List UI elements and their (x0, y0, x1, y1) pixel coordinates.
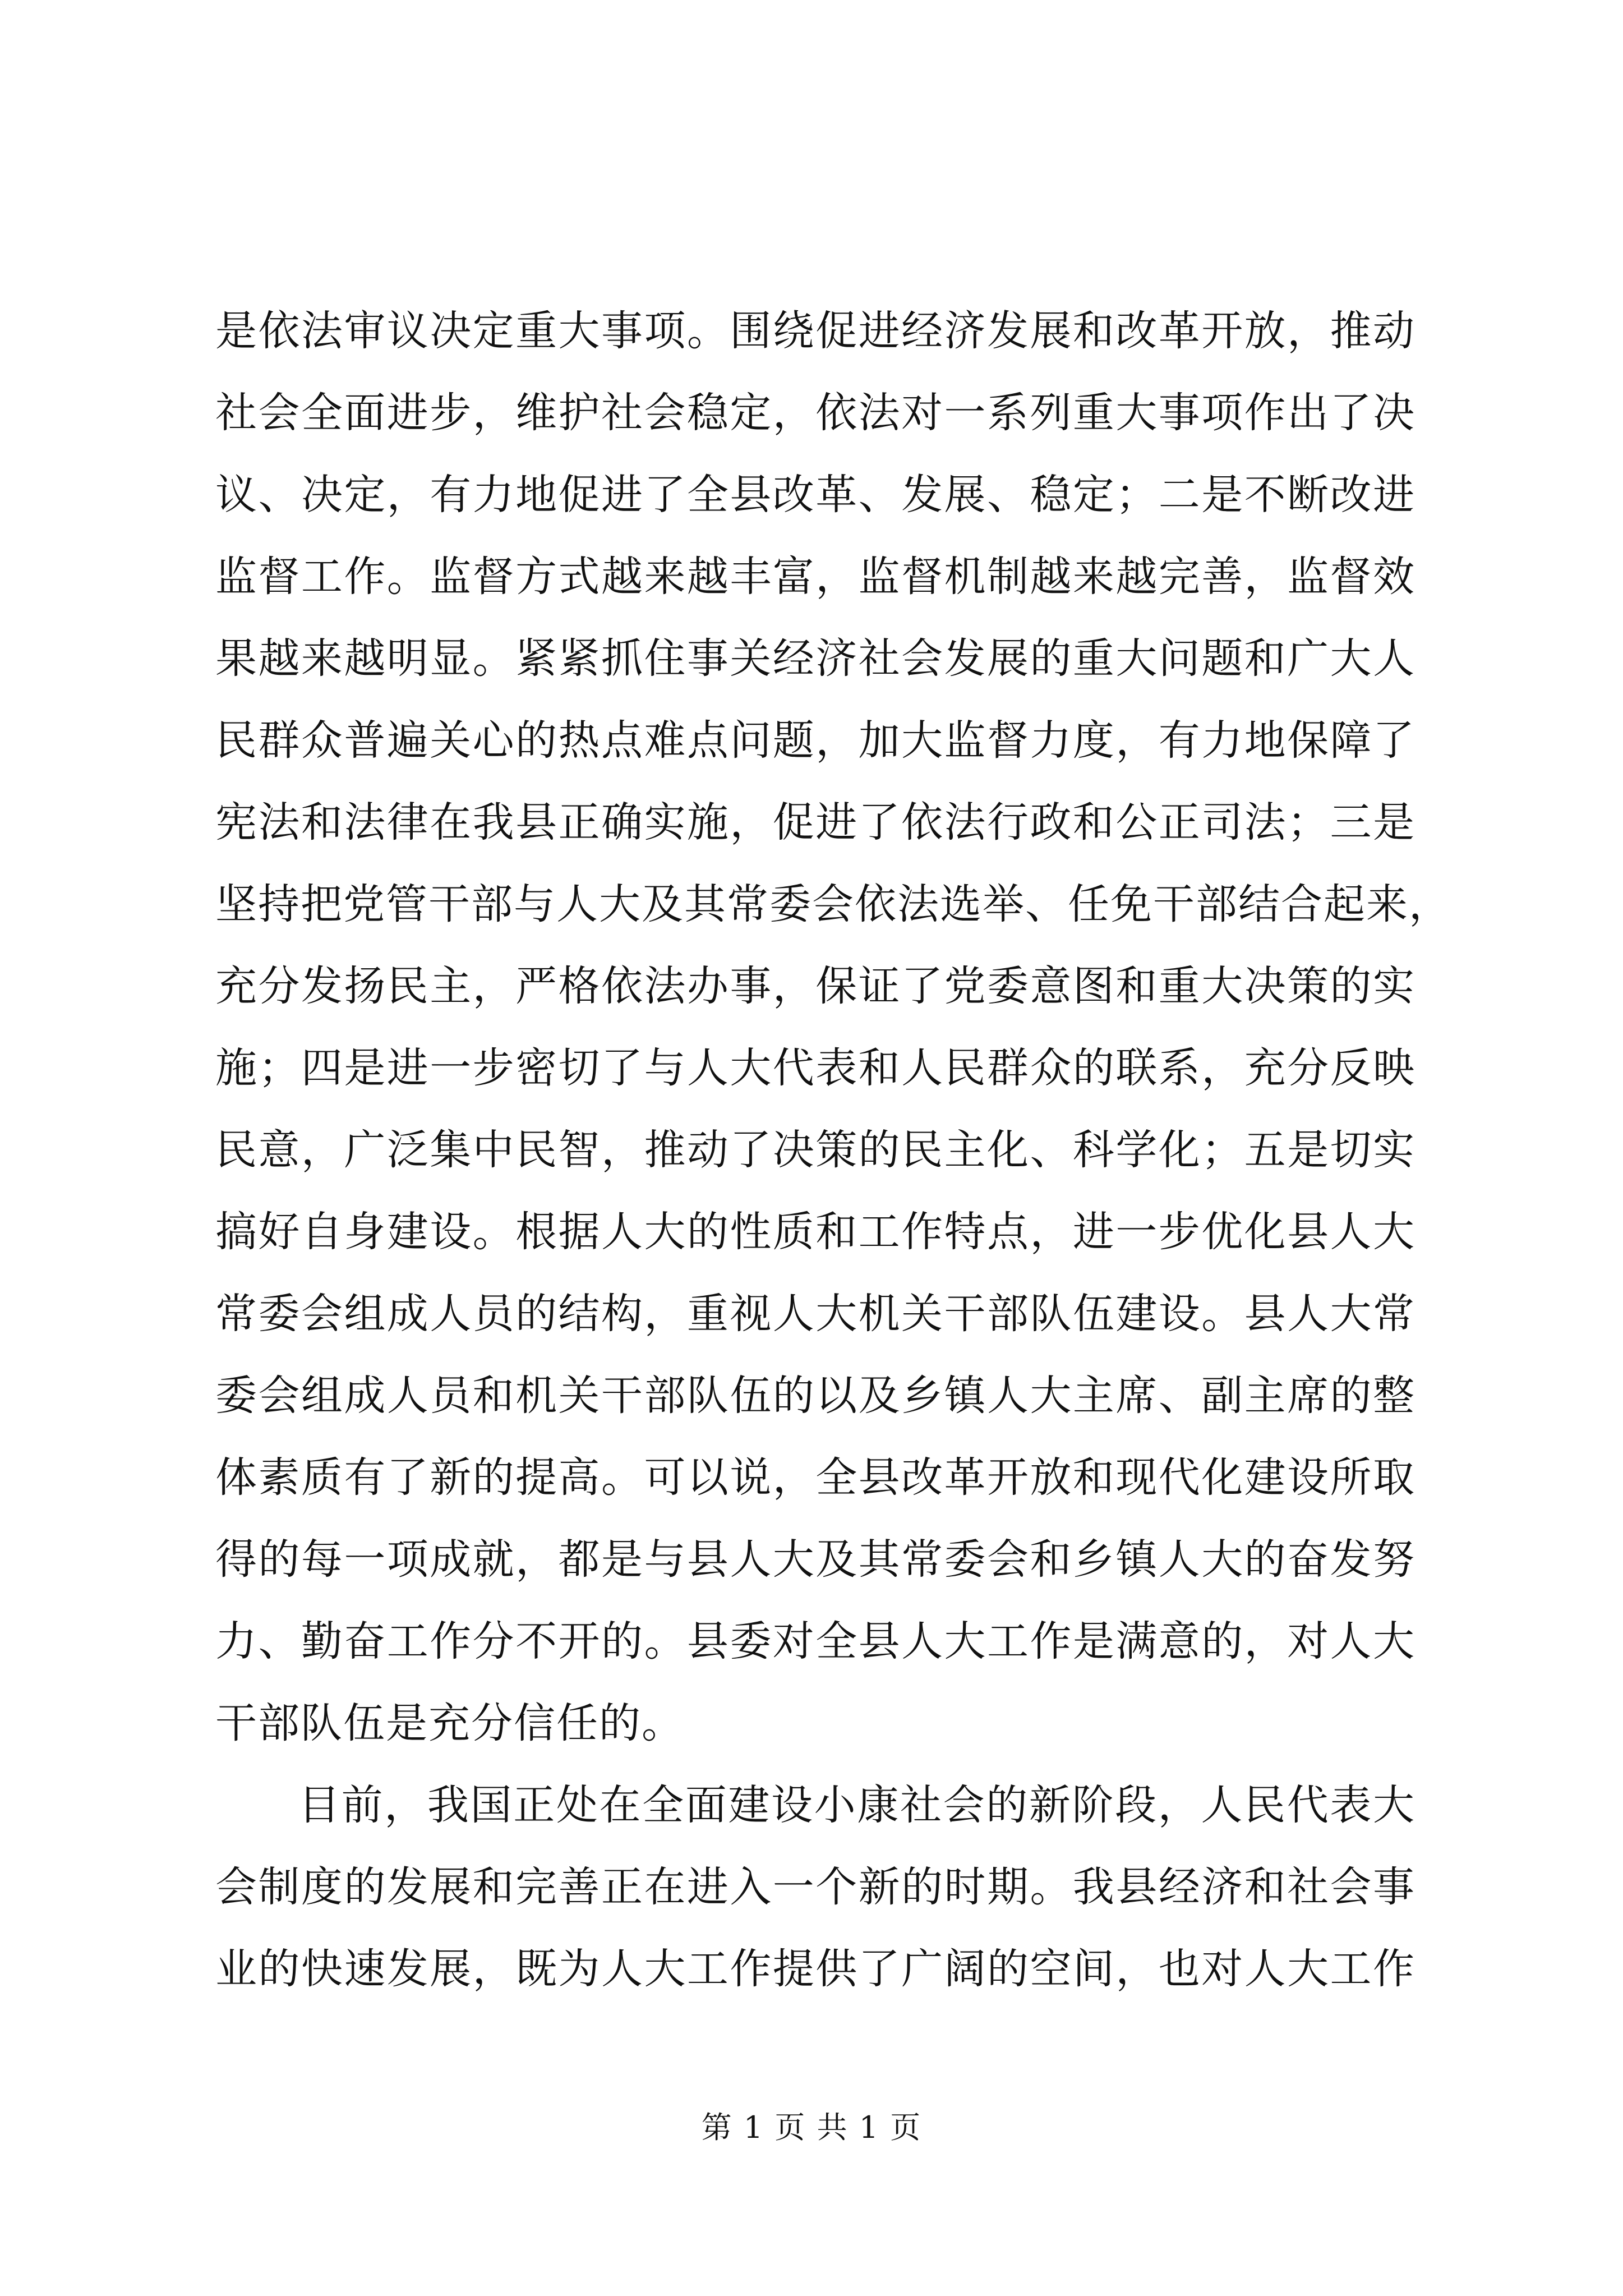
text-line: 施；四是进一步密切了与人大代表和人民群众的联系，充分反映 (215, 1044, 1415, 1092)
text-line: 目前，我国正处在全面建设小康社会的新阶段，人民代表大 (298, 1781, 1415, 1829)
text-line: 监督工作。监督方式越来越丰富，监督机制越来越完善，监督效 (215, 553, 1415, 601)
text-line: 充分发扬民主，严格依法办事，保证了党委意图和重大决策的实 (215, 962, 1415, 1010)
text-line: 社会全面进步，维护社会稳定，依法对一系列重大事项作出了决 (215, 389, 1415, 437)
text-line: 干部队伍是充分信任的。 (215, 1699, 684, 1747)
paragraph-1 (215, 290, 1451, 1764)
text-line: 民意，广泛集中民智，推动了决策的民主化、科学化；五是切实 (215, 1126, 1415, 1174)
paragraph-2 (215, 1764, 1415, 2010)
text-line: 民群众普遍关心的热点难点问题，加大监督力度，有力地保障了 (215, 716, 1415, 765)
text-line: 搞好自身建设。根据人大的性质和工作特点，进一步优化县人大 (215, 1208, 1415, 1256)
text-line: 果越来越明显。紧紧抓住事关经济社会发展的重大问题和广大人 (215, 634, 1415, 683)
text-line: 委会组成人员和机关干部队伍的以及乡镇人大主席、副主席的整 (215, 1372, 1415, 1420)
text-line: 坚持把党管干部与人大及其常委会依法选举、任免干部结合起来， (215, 880, 1451, 928)
text-line: 会制度的发展和完善正在进入一个新的时期。我县经济和社会事 (215, 1863, 1415, 1911)
text-line: 宪法和法律在我县正确实施，促进了依法行政和公正司法；三是 (215, 798, 1415, 846)
text-line: 议、决定，有力地促进了全县改革、发展、稳定；二是不断改进 (215, 471, 1415, 519)
text-line: 得的每一项成就，都是与县人大及其常委会和乡镇人大的奋发努 (215, 1535, 1415, 1584)
text-line: 力、勤奋工作分不开的。县委对全县人大工作是满意的，对人大 (215, 1617, 1415, 1665)
text-line: 常委会组成人员的结构，重视人大机关干部队伍建设。县人大常 (215, 1290, 1415, 1338)
text-line: 是依法审议决定重大事项。围绕促进经济发展和改革开放，推动 (215, 307, 1415, 355)
document-body (215, 290, 1451, 2010)
page-footer: 第 1 页 共 1 页 (701, 2110, 922, 2145)
text-line: 业的快速发展，既为人大工作提供了广阔的空间，也对人大工作 (215, 1945, 1415, 1993)
text-line: 体素质有了新的提高。可以说，全县改革开放和现代化建设所取 (215, 1453, 1415, 1502)
